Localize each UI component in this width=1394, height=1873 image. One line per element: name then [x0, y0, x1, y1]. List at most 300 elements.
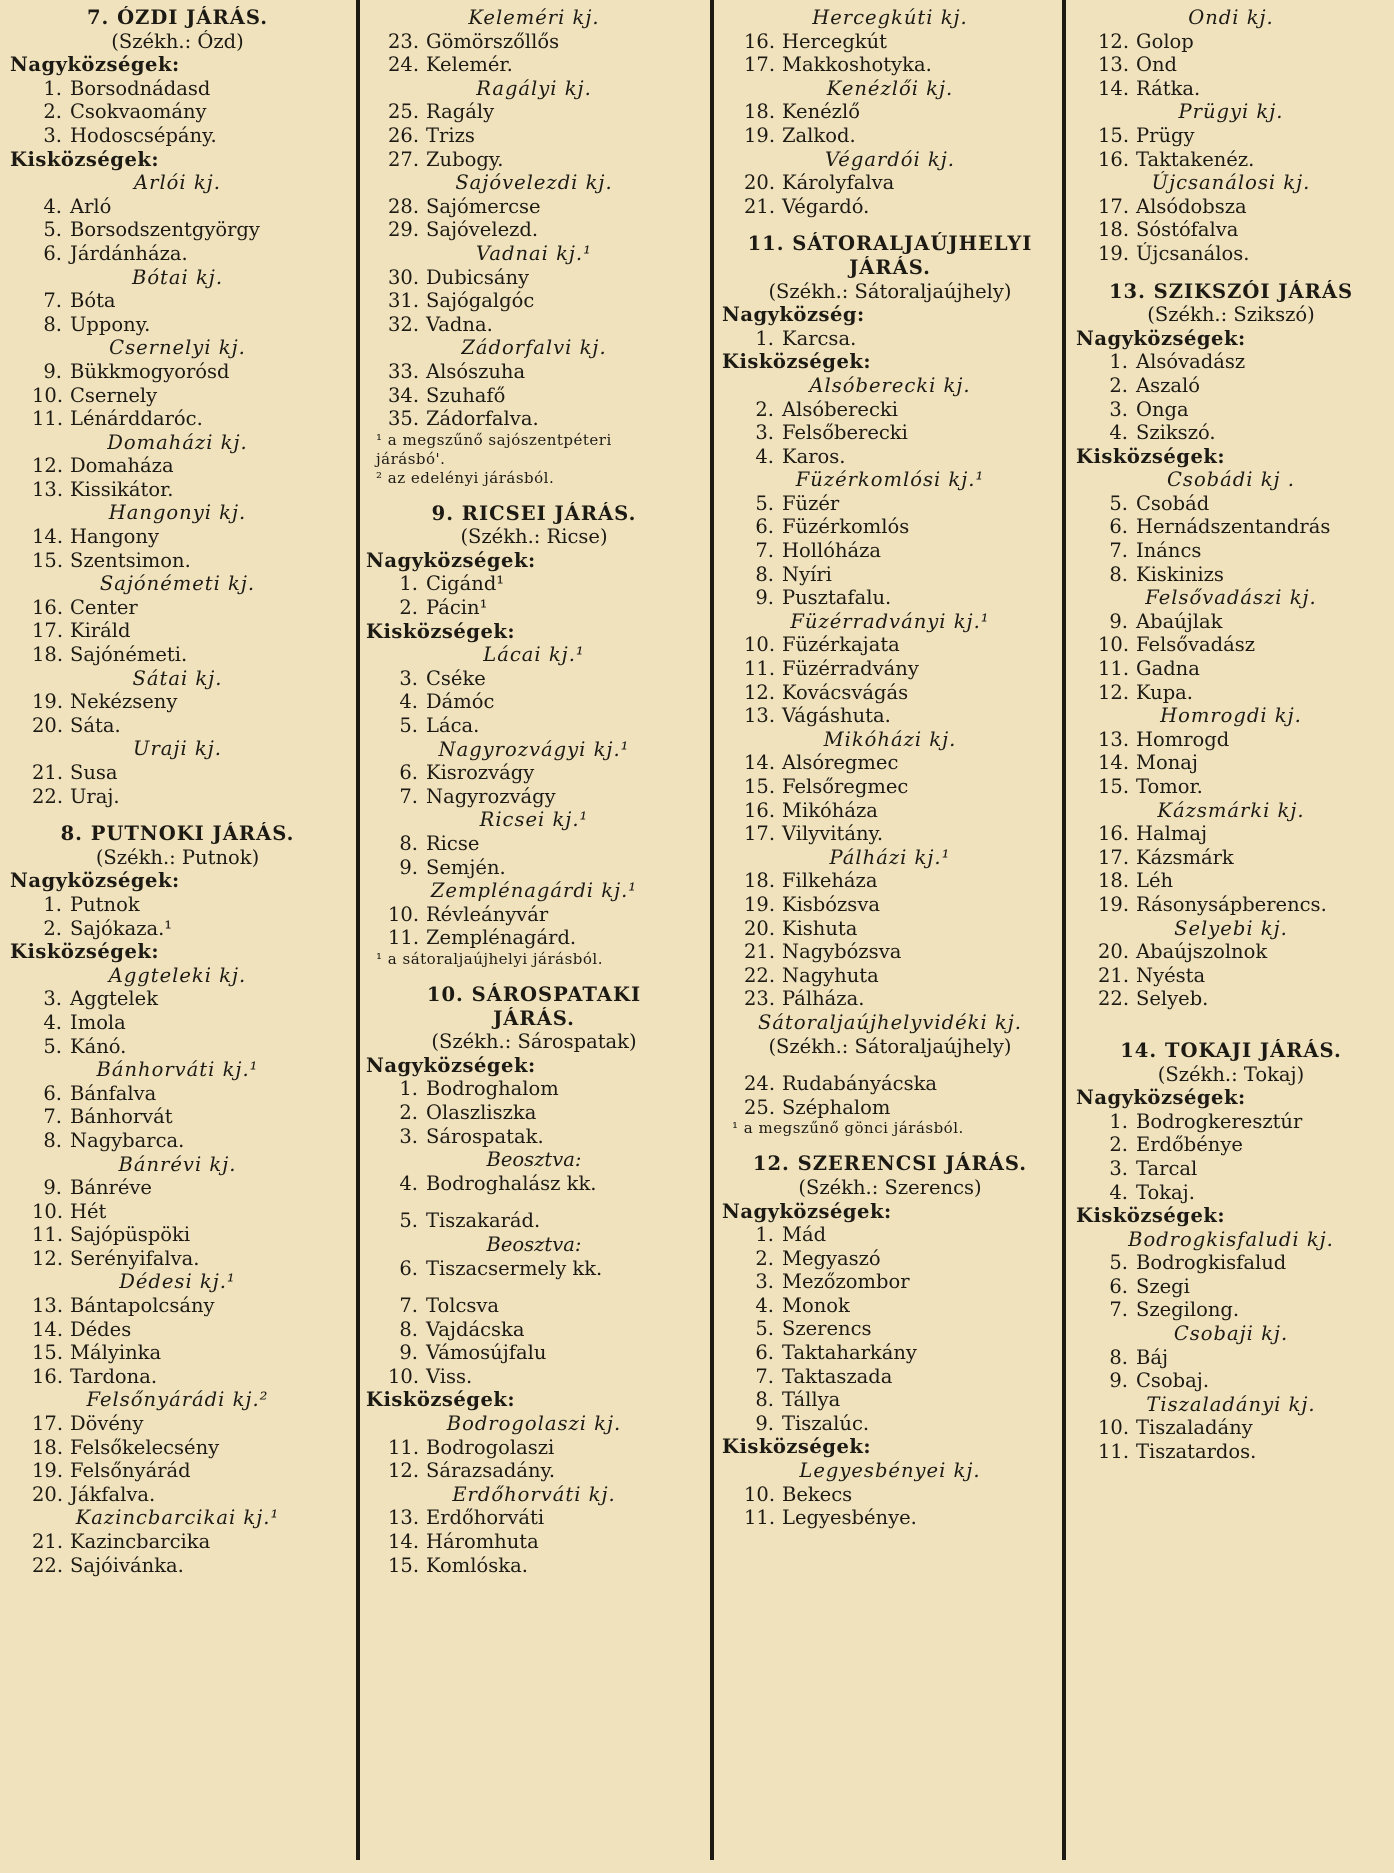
kj-heading: Füzérkomlósi kj.¹ [795, 468, 985, 492]
list-item [722, 586, 1058, 610]
kj-heading: Bodrogkisfaludi kj. [1128, 1227, 1334, 1251]
kj-heading: Hangonyi kj. [108, 501, 247, 525]
list-item [366, 124, 702, 148]
column-3 [722, 0, 1058, 1873]
item-number: 2. [399, 1100, 418, 1124]
item-name: Lénárddaróc. [70, 407, 203, 431]
item-name: Taktakenéz. [1136, 147, 1255, 171]
category-heading: Kisközségek: [722, 1435, 872, 1459]
spacer [10, 808, 345, 822]
item-name: Onga [1136, 397, 1189, 421]
item-number: 18. [744, 869, 776, 893]
list-item [1076, 77, 1386, 101]
list-item [1076, 1251, 1386, 1275]
item-name: Csobaj. [1136, 1369, 1210, 1393]
item-number: 19. [32, 1459, 64, 1483]
item-number: 16. [32, 595, 64, 619]
list-item [1076, 53, 1386, 77]
item-name: Tokaj. [1136, 1180, 1195, 1204]
list-item [366, 1459, 702, 1483]
category-heading: Nagyközségek: [10, 869, 180, 893]
item-name: Ond [1136, 53, 1178, 77]
list-item [10, 917, 345, 941]
item-number: 8. [43, 312, 62, 336]
list-item [10, 1459, 345, 1483]
item-name: Bodroghalász kk. [426, 1171, 597, 1195]
item-number: 8. [43, 1128, 62, 1152]
item-number: 16. [744, 798, 776, 822]
item-name: Szuhafő [426, 383, 506, 407]
item-number: 4. [43, 1010, 62, 1034]
list-item [1076, 1298, 1386, 1322]
item-name: Tomor. [1136, 775, 1203, 798]
item-number: 2. [755, 1246, 774, 1270]
list-item [366, 1341, 702, 1365]
item-name: Hernádszentandrás [1136, 515, 1331, 539]
item-name: Uraj. [70, 784, 120, 808]
category-heading: Kisközségek: [366, 1388, 516, 1412]
item-number: 14. [1098, 751, 1130, 775]
item-number: 6. [43, 1081, 62, 1105]
item-number: 1. [1109, 350, 1128, 374]
item-name: Vámosújfalu [426, 1341, 547, 1365]
list-item [722, 940, 1058, 964]
item-name: Dubicsány [426, 265, 530, 289]
item-name: Füzér [782, 491, 840, 515]
category-heading: Nagyközségek: [1076, 1086, 1246, 1110]
list-item [10, 619, 345, 643]
list-item [10, 1318, 345, 1342]
item-name: Sajóvelezd. [426, 218, 539, 242]
district-seat: (Székh.: Szerencs) [798, 1175, 982, 1199]
district-seat: (Székh.: Ózd) [111, 29, 244, 53]
item-number: 21. [32, 761, 64, 784]
spacer [366, 1195, 702, 1209]
district-title: JÁRÁS. [493, 1006, 575, 1030]
footnote: járásbó'. [376, 449, 446, 468]
item-number: 1. [43, 76, 62, 100]
item-name: Imola [70, 1010, 126, 1034]
item-name: Center [70, 595, 138, 619]
item-name: Újcsanálos. [1136, 241, 1250, 265]
list-item [722, 964, 1058, 988]
item-name: Kovácsvágás [782, 680, 909, 704]
item-name: Megyaszó [782, 1246, 881, 1270]
kj-heading: Lácai kj.¹ [483, 643, 585, 667]
item-number: 7. [1109, 539, 1128, 563]
item-name: Nagybarca. [70, 1128, 185, 1152]
kj-heading: Csobádi kj . [1167, 468, 1295, 492]
footnote: ² az edelényi járásból. [376, 468, 555, 487]
list-item [722, 633, 1058, 657]
item-name: Legyesbénye. [782, 1506, 917, 1530]
footnote: ¹ a megszűnő sajószentpéteri [376, 430, 612, 449]
list-item [1076, 822, 1386, 846]
list-item [1076, 1157, 1386, 1181]
list-item [366, 761, 702, 785]
kj-heading: Bótai kj. [131, 265, 224, 289]
list-item [10, 761, 345, 785]
item-number: 15. [1098, 775, 1130, 798]
item-number: 12. [1098, 29, 1130, 53]
list-item [1076, 1181, 1386, 1205]
item-number: 22. [744, 963, 776, 987]
category-heading: Nagyközségek: [10, 53, 180, 77]
item-name: Vadna. [426, 312, 493, 336]
kj-heading: Felsővadászi kj. [1145, 586, 1317, 610]
item-number: 2. [755, 397, 774, 421]
list-item [10, 1483, 345, 1507]
item-number: 6. [399, 1256, 418, 1280]
item-number: 5. [1109, 491, 1128, 515]
item-name: Csobád [1136, 491, 1210, 515]
item-name: Aggtelek [70, 987, 159, 1011]
item-number: 11. [744, 1506, 776, 1530]
list-item [722, 445, 1058, 469]
item-name: Szikszó. [1136, 421, 1216, 445]
item-number: 21. [1098, 963, 1130, 987]
item-number: 10. [1098, 1416, 1130, 1440]
kj-heading: Újcsanálosi kj. [1151, 171, 1311, 195]
item-number: 14. [388, 1530, 420, 1554]
category-heading: Kisközségek: [10, 940, 160, 964]
item-number: 11. [32, 407, 64, 431]
item-name: Szegilong. [1136, 1298, 1240, 1322]
item-number: 15. [32, 1341, 64, 1365]
spacer [722, 1138, 1058, 1152]
item-number: 4. [1109, 421, 1128, 445]
item-number: 7. [399, 1294, 418, 1318]
item-name: Borsodszentgyörgy [70, 218, 260, 242]
list-item [1076, 1369, 1386, 1393]
list-item [1076, 940, 1386, 964]
item-name: Rudabányácska [782, 1072, 938, 1096]
spacer [1076, 1025, 1386, 1039]
list-item [1076, 398, 1386, 422]
item-number: 9. [43, 1176, 62, 1200]
list-item [366, 1554, 702, 1578]
item-number: 5. [399, 1209, 418, 1233]
list-item [366, 313, 702, 337]
kj-heading: Kázsmárki kj. [1157, 798, 1305, 822]
item-number: 11. [1098, 1440, 1130, 1464]
item-number: 34. [388, 383, 420, 407]
item-number: 9. [755, 586, 774, 610]
kj-heading: Ondi kj. [1188, 6, 1274, 29]
item-name: Nagybózsva [782, 940, 902, 964]
item-name: Zubogy. [426, 147, 504, 171]
kj-heading: Sátai kj. [132, 666, 223, 690]
item-number: 16. [744, 29, 776, 53]
list-item [10, 1530, 345, 1554]
item-name: Kazincbarcika [70, 1530, 211, 1553]
footnote: ¹ a megszűnő gönci járásból. [732, 1119, 964, 1138]
item-name: Füzérradvány [782, 657, 919, 681]
list-item [1076, 124, 1386, 148]
item-number: 8. [755, 562, 774, 586]
district-seat: (Székh.: Sárospatak) [431, 1030, 637, 1054]
item-number: 6. [43, 241, 62, 265]
item-name: Vilyvitány. [782, 822, 884, 846]
list-item [366, 596, 702, 620]
item-number: 7. [755, 539, 774, 563]
list-item [366, 1101, 702, 1125]
item-number: 14. [32, 525, 64, 549]
list-item [1076, 218, 1386, 242]
item-name: Arló [70, 194, 112, 218]
item-number: 4. [1109, 1180, 1128, 1204]
item-name: Sárazsadány. [426, 1459, 556, 1483]
item-name: Viss. [426, 1364, 473, 1388]
item-number: 17. [1098, 194, 1130, 218]
item-number: 7. [1109, 1298, 1128, 1322]
item-name: Kishuta [782, 916, 858, 940]
kj-heading: Kenézlői kj. [826, 76, 954, 100]
item-name: Pácin¹ [426, 596, 488, 620]
item-number: 15. [744, 775, 776, 798]
list-item [722, 100, 1058, 124]
list-item [1076, 563, 1386, 587]
list-item [366, 1077, 702, 1101]
item-name: Erdőbénye [1136, 1133, 1243, 1157]
item-number: 19. [744, 123, 776, 147]
list-item [722, 1483, 1058, 1507]
list-item [1076, 374, 1386, 398]
item-number: 9. [755, 1411, 774, 1435]
item-name: Olaszliszka [426, 1100, 537, 1124]
item-number: 12. [1098, 680, 1130, 704]
item-name: Cigánd¹ [426, 572, 505, 596]
item-number: 1. [399, 1077, 418, 1101]
item-name: Felsőkelecsény [70, 1435, 220, 1459]
item-name: Bánfalva [70, 1081, 157, 1105]
list-item [10, 77, 345, 101]
list-item [722, 1506, 1058, 1530]
list-item [722, 1294, 1058, 1318]
item-name: Báj [1136, 1345, 1169, 1369]
item-name: Alsódobsza [1136, 194, 1247, 218]
item-number: 13. [744, 704, 776, 728]
item-number: 17. [32, 1412, 64, 1436]
list-item [366, 714, 702, 738]
list-item [10, 454, 345, 478]
list-item [722, 917, 1058, 941]
item-number: 6. [755, 515, 774, 539]
kj-heading: Kazincbarcikai kj.¹ [75, 1506, 280, 1530]
item-number: 7. [399, 784, 418, 808]
item-number: 14. [32, 1317, 64, 1341]
item-number: 12. [388, 1459, 420, 1483]
item-name: Füzérkomlós [782, 515, 910, 539]
list-item [722, 1317, 1058, 1341]
item-number: 2. [1109, 1133, 1128, 1157]
item-name: Uppony. [70, 312, 151, 336]
list-item [722, 1270, 1058, 1294]
list-item [1076, 515, 1386, 539]
item-number: 22. [1098, 987, 1130, 1011]
kj-heading: Füzérradványi kj.¹ [790, 609, 990, 633]
item-name: Putnok [70, 892, 140, 916]
list-item [1076, 681, 1386, 705]
item-name: Kupa. [1136, 680, 1194, 704]
list-item [722, 398, 1058, 422]
item-number: 29. [388, 218, 420, 242]
list-item [1076, 1416, 1386, 1440]
list-item [1076, 775, 1386, 799]
list-item [366, 1365, 702, 1389]
category-heading: Nagyközségek: [1076, 326, 1246, 350]
item-number: 9. [43, 359, 62, 383]
item-number: 15. [388, 1553, 420, 1577]
item-name: Szentsimon. [70, 548, 191, 572]
column-2 [366, 0, 702, 1873]
item-name: Hodoscsépány. [70, 123, 217, 147]
list-item [10, 1129, 345, 1153]
list-item [10, 1341, 345, 1365]
item-number: 6. [1109, 515, 1128, 539]
item-name: Bánréve [70, 1176, 152, 1200]
item-number: 13. [32, 1294, 64, 1318]
item-number: 1. [1109, 1109, 1128, 1133]
item-name: Bánhorvát [70, 1105, 173, 1129]
item-number: 4. [755, 1293, 774, 1317]
list-item [722, 421, 1058, 445]
item-name: Mád [782, 1223, 827, 1247]
list-item [366, 1257, 702, 1281]
item-name: Sajógalgóc [426, 289, 535, 313]
list-item [10, 360, 345, 384]
item-name: Sajópüspöki [70, 1223, 191, 1247]
list-item [366, 218, 702, 242]
list-item [1076, 728, 1386, 752]
item-number: 4. [399, 1171, 418, 1195]
item-name: Monok [782, 1293, 850, 1317]
item-name: Szerencs [782, 1317, 872, 1341]
item-number: 28. [388, 194, 420, 218]
list-item [10, 1011, 345, 1035]
item-number: 20. [1098, 940, 1130, 964]
district-seat: (Székh.: Szikszó) [1147, 303, 1315, 327]
item-number: 24. [388, 53, 420, 77]
item-number: 4. [43, 194, 62, 218]
item-name: Karos. [782, 444, 846, 468]
list-item [722, 751, 1058, 775]
spacer [722, 1058, 1058, 1072]
list-item [1076, 1346, 1386, 1370]
item-name: Kisrozvágy [426, 761, 535, 785]
item-name: Borsodnádasd [70, 76, 211, 100]
item-name: Sajómercse [426, 194, 541, 218]
district-title: 8. PUTNOKI JÁRÁS. [60, 822, 295, 846]
item-name: Végardó. [782, 194, 870, 218]
list-item [366, 1172, 702, 1196]
item-number: 2. [399, 596, 418, 620]
kj-heading: Pálházi kj.¹ [829, 845, 951, 869]
subnote: Beosztva: [486, 1232, 582, 1256]
item-number: 6. [755, 1341, 774, 1365]
district-title: 9. RICSEI JÁRÁS. [431, 501, 637, 525]
kj-heading: Végardói kj. [825, 147, 955, 171]
item-number: 12. [32, 454, 64, 478]
list-item [1076, 964, 1386, 988]
item-name: Erdőhorváti [426, 1506, 545, 1530]
kj-heading: Ragályi kj. [476, 76, 592, 100]
list-item [366, 407, 702, 431]
list-item [1076, 893, 1386, 917]
item-name: Ragály [426, 100, 495, 124]
spacer [1076, 266, 1386, 280]
list-item [10, 714, 345, 738]
list-item [10, 242, 345, 266]
item-number: 11. [388, 1435, 420, 1459]
item-number: 14. [1098, 76, 1130, 100]
list-item [366, 690, 702, 714]
spacer [366, 969, 702, 983]
item-name: Vajdácska [426, 1317, 525, 1341]
list-item [366, 1318, 702, 1342]
item-name: Károlyfalva [782, 171, 895, 195]
list-item [366, 266, 702, 290]
district-title: 7. ÓZDI JÁRÁS. [86, 6, 269, 29]
item-name: Komlóska. [426, 1553, 528, 1577]
item-number: 10. [744, 633, 776, 657]
item-number: 33. [388, 359, 420, 383]
item-number: 12. [32, 1246, 64, 1270]
list-item [1076, 1440, 1386, 1464]
kj-heading: Zemplénagárdi kj.¹ [430, 879, 638, 903]
list-item [1076, 242, 1386, 266]
item-number: 20. [744, 916, 776, 940]
item-name: Vágáshuta. [782, 704, 891, 728]
list-item [1076, 869, 1386, 893]
item-number: 3. [1109, 397, 1128, 421]
list-item [722, 869, 1058, 893]
item-name: Susa [70, 761, 118, 784]
item-name: Zemplénagárd. [426, 926, 577, 950]
district-seat: (Székh.: Putnok) [95, 845, 260, 869]
item-number: 3. [1109, 1156, 1128, 1180]
list-item [366, 832, 702, 856]
item-number: 14. [744, 751, 776, 775]
item-name: Bodrogkisfalud [1136, 1251, 1287, 1275]
item-name: Nyíri [782, 562, 832, 586]
item-number: 18. [1098, 869, 1130, 893]
item-name: Nyésta [1136, 963, 1206, 987]
category-heading: Nagyközség: [722, 303, 865, 327]
item-number: 5. [755, 491, 774, 515]
list-item [366, 53, 702, 77]
list-item [366, 926, 702, 950]
item-name: Ináncs [1136, 539, 1202, 563]
item-name: Selyeb. [1136, 987, 1209, 1011]
spacer [1076, 1011, 1386, 1025]
column-divider [356, 0, 360, 1860]
list-item [10, 124, 345, 148]
item-number: 11. [32, 1223, 64, 1247]
item-name: Kelemér. [426, 53, 513, 77]
list-item [10, 596, 345, 620]
kj-heading: Hercegkúti kj. [812, 6, 968, 29]
item-name: Pusztafalu. [782, 586, 892, 610]
category-heading: Kisközségek: [366, 619, 516, 643]
item-name: Tolcsva [426, 1294, 500, 1318]
item-number: 18. [32, 643, 64, 667]
item-number: 7. [755, 1364, 774, 1388]
item-number: 3. [755, 1270, 774, 1294]
item-number: 7. [43, 1105, 62, 1129]
list-item [10, 1200, 345, 1224]
item-number: 4. [399, 690, 418, 714]
